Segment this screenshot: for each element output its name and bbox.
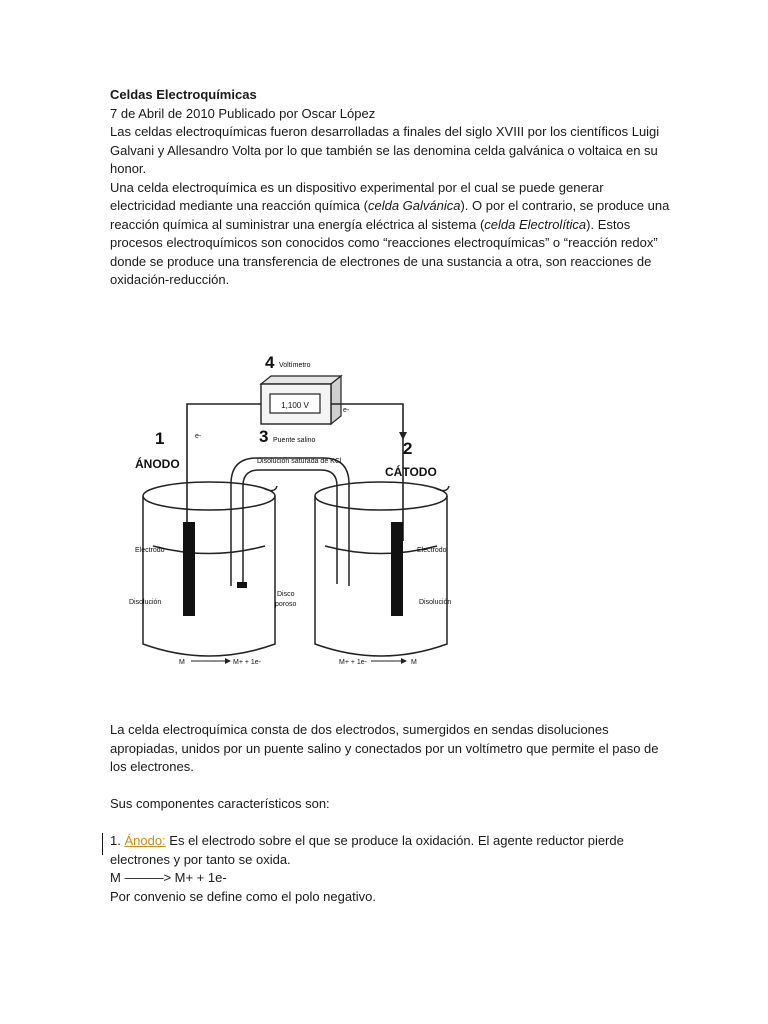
label-disolucion-left: Disolución [129,599,162,606]
components-paragraph: La celda electroquímica consta de dos electrodos, sumergidos en sendas disoluciones apropiadas, unidos por un puente salino y conectados por un voltímetro que permite el paso de los electrones. [110,722,659,774]
electrode-right [391,522,403,616]
intro-paragraph: Las celdas electroquímicas fueron desarrolladas a finales del siglo XVIII por los científicos Luigi Galvani y Allesandro Volta por lo que también se las denomina celda galvánica o voltaica en su honor. [110,124,660,176]
components-intro: Sus componentes característicos son: [110,796,330,811]
voltmeter [261,376,341,424]
label-disco: Disco [277,591,295,598]
text-cursor [102,833,103,855]
anodo-link[interactable]: Ánodo: [124,833,166,848]
article-title: Celdas Electroquímicas [110,87,257,102]
label-electron-left: e- [195,433,202,440]
cell-diagram [113,346,465,704]
voltmeter-reading: 1,100 V [281,401,309,410]
label-num-3: 3 [259,427,269,446]
list-item-anodo [110,832,670,869]
electrochemical-cell-figure [113,346,465,704]
label-num-2: 2 [403,439,413,458]
label-disolucion-kcl: Disolución saturada de KCl [257,458,342,465]
list-item-text: Es el electrodo sobre el que se produce la oxidación. El agente reductor pierde electrones y por tanto se oxida. [110,833,624,867]
label-disolucion-right: Disolución [419,599,452,606]
label-electron-right: e- [343,407,350,414]
label-num-4: 4 [265,353,275,372]
label-catodo: CÁTODO [385,465,437,479]
label-voltimetro: Voltímetro [279,362,311,369]
label-electrodo-left: Electrodo [135,547,165,554]
label-anodo: ÁNODO [135,457,180,471]
reaction-right-reactant: M+ + 1e- [339,659,368,666]
article-top [110,86,670,290]
p2-text-b: ). O por el contrario, se produce una reacción química al suministrar una energía eléctrica al sistema ( [110,198,670,232]
reaction-left-product: M+ + 1e- [233,659,262,666]
electrode-left [183,522,195,616]
list-item-number: 1. [110,833,125,848]
reaction-left-m: M [179,659,185,666]
article-bottom [110,721,670,906]
label-num-1: 1 [155,429,165,448]
porous-disc [237,582,247,588]
reaction-right-m: M [411,659,417,666]
p2-text-a: Una celda electroquímica es un dispositivo experimental por el cual se puede generar electricidad mediante una reacción química ( [110,179,604,213]
p2-text-c: ). Estos procesos electroquímicos son conocidos como “reacciones electroquímicas” o “reacción redox” donde se produce una transferencia de electrones de una sustancia a otra, son reacciones de oxidación-reducción. [110,216,658,287]
p2-emphasis-electrolitica: celda Electrolítica [484,216,587,232]
convention-text: Por convenio se define como el polo negativo. [110,888,376,904]
label-puente-salino: Puente salino [273,437,316,444]
article-byline: 7 de Abril de 2010 Publicado por Oscar López [110,105,376,121]
definition-paragraph [110,179,670,290]
label-electrodo-right: Electrodo [417,547,447,554]
label-poroso: poroso [275,601,297,608]
p2-emphasis-galvanica: celda Galvánica [367,198,461,213]
reaction-equation: M ———> M+ + 1e- [110,870,227,885]
